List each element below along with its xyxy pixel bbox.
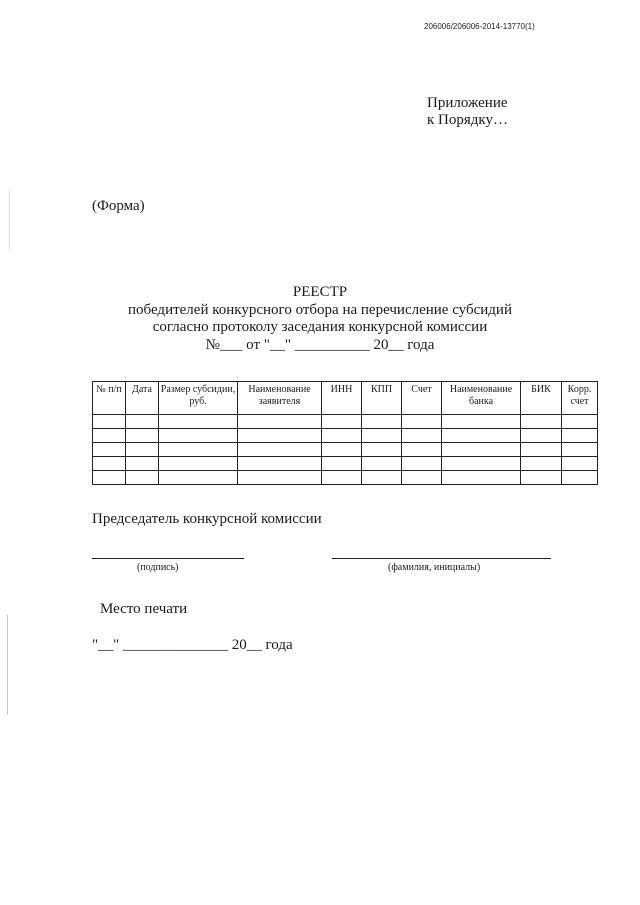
table-cell	[93, 415, 126, 429]
form-label: (Форма)	[92, 198, 145, 214]
col-header-number: № п/п	[93, 382, 126, 415]
table-cell	[562, 415, 598, 429]
seal-place-label: Место печати	[100, 601, 188, 617]
table-cell	[521, 443, 562, 457]
table-cell	[322, 443, 362, 457]
col-header-kpp: КПП	[362, 382, 402, 415]
title-line-4: №___ от "__" __________ 20__ года	[205, 336, 435, 353]
table-cell	[402, 429, 442, 443]
col-header-subsidy-amount: Размер субсидии, руб.	[159, 382, 238, 415]
col-header-bik: БИК	[521, 382, 562, 415]
table-row	[93, 471, 598, 485]
table-cell	[238, 443, 322, 457]
col-header-applicant-name: Наименование заявителя	[238, 382, 322, 415]
scan-artifact	[7, 615, 8, 715]
table-cell	[442, 415, 521, 429]
name-caption: (фамилия, инициалы)	[388, 562, 481, 573]
table-cell	[562, 471, 598, 485]
table-body	[93, 415, 598, 485]
table-cell	[126, 415, 159, 429]
table-cell	[322, 457, 362, 471]
table-row	[93, 443, 598, 457]
table-row	[93, 457, 598, 471]
registry-table	[92, 381, 598, 485]
table-cell	[322, 415, 362, 429]
signature-caption: (подпись)	[137, 562, 179, 573]
table-cell	[521, 429, 562, 443]
col-header-inn: ИНН	[322, 382, 362, 415]
table-cell	[159, 457, 238, 471]
registry-title	[100, 284, 540, 354]
table-cell	[93, 457, 126, 471]
name-line	[332, 558, 551, 559]
appendix-heading	[427, 95, 508, 129]
table-cell	[521, 471, 562, 485]
table-cell	[442, 429, 521, 443]
table-cell	[362, 415, 402, 429]
table-cell	[159, 471, 238, 485]
table-cell	[442, 471, 521, 485]
table-cell	[442, 443, 521, 457]
table-cell	[322, 429, 362, 443]
col-header-bank-name: Наименование банка	[442, 382, 521, 415]
appendix-line-1: Приложение	[427, 95, 508, 111]
table-cell	[562, 443, 598, 457]
chairman-label: Председатель конкурсной комиссии	[92, 511, 322, 527]
table-cell	[126, 471, 159, 485]
table-cell	[402, 457, 442, 471]
date-line: "__" ______________ 20__ года	[92, 637, 293, 653]
table-cell	[238, 457, 322, 471]
title-line-1: РЕЕСТР	[292, 284, 348, 300]
table-cell	[442, 457, 521, 471]
table-cell	[238, 429, 322, 443]
table-row	[93, 429, 598, 443]
table-cell	[159, 415, 238, 429]
table-cell	[126, 457, 159, 471]
table-cell	[521, 415, 562, 429]
table-cell	[402, 443, 442, 457]
col-header-date: Дата	[126, 382, 159, 415]
table-cell	[238, 471, 322, 485]
table-cell	[402, 471, 442, 485]
appendix-line-2: к Порядку…	[427, 112, 508, 128]
table-cell	[521, 457, 562, 471]
table-cell	[93, 429, 126, 443]
signature-line	[92, 558, 244, 559]
title-line-2: победителей конкурсного отбора на перечисление субсидий	[128, 301, 512, 318]
table-cell	[93, 471, 126, 485]
table-cell	[402, 415, 442, 429]
table-cell	[362, 443, 402, 457]
table-cell	[362, 457, 402, 471]
table-row	[93, 415, 598, 429]
scan-artifact	[9, 190, 10, 250]
col-header-corr-account: Корр. счет	[562, 382, 598, 415]
table-cell	[562, 429, 598, 443]
table-cell	[322, 471, 362, 485]
table-cell	[362, 471, 402, 485]
table-cell	[238, 415, 322, 429]
table-cell	[159, 443, 238, 457]
table-cell	[562, 457, 598, 471]
table-header-row	[93, 382, 598, 415]
table-cell	[126, 429, 159, 443]
scan-id: 206006/206006-2014-13770(1)	[424, 22, 535, 31]
title-line-3: согласно протоколу заседания конкурсной комиссии	[152, 319, 488, 335]
table-cell	[159, 429, 238, 443]
table-cell	[126, 443, 159, 457]
table-cell	[93, 443, 126, 457]
table-cell	[362, 429, 402, 443]
col-header-account: Счет	[402, 382, 442, 415]
